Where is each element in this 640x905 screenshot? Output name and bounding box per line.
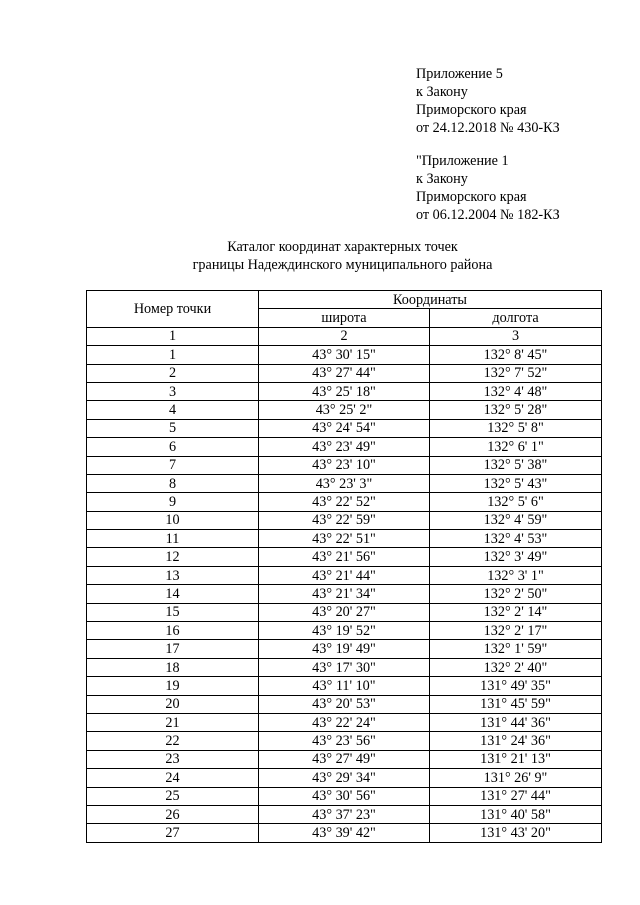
latitude-cell: 43° 22' 24"	[259, 713, 430, 731]
column-number-row	[87, 327, 602, 345]
latitude-cell: 43° 21' 56"	[259, 548, 430, 566]
point-number-cell: 17	[87, 640, 259, 658]
longitude-cell: 131° 24' 36"	[430, 732, 602, 750]
point-number-cell: 22	[87, 732, 259, 750]
column-number: 1	[87, 327, 259, 345]
table-row	[87, 419, 602, 437]
latitude-cell: 43° 20' 27"	[259, 603, 430, 621]
point-number-cell: 8	[87, 474, 259, 492]
table-row	[87, 677, 602, 695]
table-row	[87, 622, 602, 640]
point-number-cell: 27	[87, 824, 259, 842]
longitude-cell: 131° 43' 20"	[430, 824, 602, 842]
point-number-cell: 15	[87, 603, 259, 621]
latitude-cell: 43° 19' 49"	[259, 640, 430, 658]
table-row	[87, 566, 602, 584]
latitude-cell: 43° 23' 3"	[259, 474, 430, 492]
latitude-cell: 43° 39' 42"	[259, 824, 430, 842]
point-number-cell: 13	[87, 566, 259, 584]
table-row	[87, 732, 602, 750]
longitude-cell: 132° 5' 6"	[430, 493, 602, 511]
table-row	[87, 382, 602, 400]
table-row	[87, 750, 602, 768]
appendix-1-line: Приморского края	[416, 189, 527, 205]
latitude-cell: 43° 30' 15"	[259, 346, 430, 364]
latitude-cell: 43° 21' 34"	[259, 585, 430, 603]
table-row	[87, 511, 602, 529]
catalog-title-line-1: Каталог координат характерных точек	[227, 239, 458, 255]
longitude-cell: 132° 6' 1"	[430, 438, 602, 456]
point-number-cell: 26	[87, 805, 259, 823]
latitude-cell: 43° 24' 54"	[259, 419, 430, 437]
point-number-cell: 19	[87, 677, 259, 695]
table-row	[87, 530, 602, 548]
table-row	[87, 346, 602, 364]
longitude-cell: 132° 2' 14"	[430, 603, 602, 621]
column-number: 2	[259, 327, 430, 345]
table-row	[87, 364, 602, 382]
point-number-cell: 20	[87, 695, 259, 713]
point-number-cell: 11	[87, 530, 259, 548]
point-number-cell: 18	[87, 658, 259, 676]
catalog-title	[0, 238, 640, 274]
appendix-5-line: Приморского края	[416, 102, 527, 118]
appendix-1-line: от 06.12.2004 № 182-КЗ	[416, 207, 560, 223]
longitude-cell: 131° 40' 58"	[430, 805, 602, 823]
latitude-cell: 43° 23' 56"	[259, 732, 430, 750]
point-number-cell: 10	[87, 511, 259, 529]
latitude-cell: 43° 23' 10"	[259, 456, 430, 474]
appendix-5-header	[416, 65, 631, 137]
header-latitude: широта	[259, 309, 430, 327]
latitude-cell: 43° 11' 10"	[259, 677, 430, 695]
point-number-cell: 3	[87, 382, 259, 400]
longitude-cell: 131° 45' 59"	[430, 695, 602, 713]
longitude-cell: 132° 4' 59"	[430, 511, 602, 529]
latitude-cell: 43° 29' 34"	[259, 769, 430, 787]
table-header-row	[87, 291, 602, 309]
table-row	[87, 769, 602, 787]
point-number-cell: 1	[87, 346, 259, 364]
table-row	[87, 824, 602, 842]
latitude-cell: 43° 22' 59"	[259, 511, 430, 529]
column-number: 3	[430, 327, 602, 345]
latitude-cell: 43° 22' 52"	[259, 493, 430, 511]
appendix-5-line: от 24.12.2018 № 430-КЗ	[416, 120, 560, 136]
latitude-cell: 43° 25' 18"	[259, 382, 430, 400]
longitude-cell: 132° 3' 1"	[430, 566, 602, 584]
table-row	[87, 493, 602, 511]
point-number-cell: 5	[87, 419, 259, 437]
table-row	[87, 787, 602, 805]
catalog-title-line-2: границы Надеждинского муниципального района	[192, 257, 493, 273]
point-number-cell: 2	[87, 364, 259, 382]
longitude-cell: 132° 2' 40"	[430, 658, 602, 676]
latitude-cell: 43° 37' 23"	[259, 805, 430, 823]
longitude-cell: 131° 27' 44"	[430, 787, 602, 805]
appendix-5-line: Приложение 5	[416, 66, 503, 82]
longitude-cell: 132° 2' 17"	[430, 622, 602, 640]
latitude-cell: 43° 30' 56"	[259, 787, 430, 805]
longitude-cell: 132° 5' 43"	[430, 474, 602, 492]
point-number-cell: 6	[87, 438, 259, 456]
longitude-cell: 132° 8' 45"	[430, 346, 602, 364]
coordinates-table	[86, 290, 602, 843]
table-row	[87, 456, 602, 474]
longitude-cell: 131° 26' 9"	[430, 769, 602, 787]
latitude-cell: 43° 17' 30"	[259, 658, 430, 676]
point-number-cell: 9	[87, 493, 259, 511]
table-row	[87, 658, 602, 676]
longitude-cell: 131° 44' 36"	[430, 713, 602, 731]
table-row	[87, 438, 602, 456]
point-number-cell: 23	[87, 750, 259, 768]
latitude-cell: 43° 23' 49"	[259, 438, 430, 456]
appendix-1-header	[416, 152, 631, 224]
point-number-cell: 16	[87, 622, 259, 640]
table-row	[87, 474, 602, 492]
header-point-number: Номер точки	[87, 291, 259, 328]
longitude-cell: 131° 21' 13"	[430, 750, 602, 768]
header-coordinates: Координаты	[259, 291, 602, 309]
latitude-cell: 43° 21' 44"	[259, 566, 430, 584]
longitude-cell: 132° 2' 50"	[430, 585, 602, 603]
point-number-cell: 14	[87, 585, 259, 603]
table-row	[87, 713, 602, 731]
table-row	[87, 585, 602, 603]
appendix-1-line: к Закону	[416, 171, 468, 187]
longitude-cell: 131° 49' 35"	[430, 677, 602, 695]
table-row	[87, 695, 602, 713]
table-row	[87, 603, 602, 621]
table-body	[87, 346, 602, 843]
point-number-cell: 12	[87, 548, 259, 566]
longitude-cell: 132° 5' 28"	[430, 401, 602, 419]
latitude-cell: 43° 25' 2"	[259, 401, 430, 419]
latitude-cell: 43° 22' 51"	[259, 530, 430, 548]
appendix-5-line: к Закону	[416, 84, 468, 100]
point-number-cell: 7	[87, 456, 259, 474]
latitude-cell: 43° 20' 53"	[259, 695, 430, 713]
point-number-cell: 4	[87, 401, 259, 419]
point-number-cell: 21	[87, 713, 259, 731]
longitude-cell: 132° 1' 59"	[430, 640, 602, 658]
table-row	[87, 805, 602, 823]
longitude-cell: 132° 5' 38"	[430, 456, 602, 474]
table-row	[87, 548, 602, 566]
longitude-cell: 132° 7' 52"	[430, 364, 602, 382]
longitude-cell: 132° 3' 49"	[430, 548, 602, 566]
longitude-cell: 132° 4' 48"	[430, 382, 602, 400]
table-row	[87, 640, 602, 658]
appendix-1-line: "Приложение 1	[416, 153, 509, 169]
table-row	[87, 401, 602, 419]
longitude-cell: 132° 4' 53"	[430, 530, 602, 548]
longitude-cell: 132° 5' 8"	[430, 419, 602, 437]
latitude-cell: 43° 19' 52"	[259, 622, 430, 640]
latitude-cell: 43° 27' 49"	[259, 750, 430, 768]
point-number-cell: 24	[87, 769, 259, 787]
header-longitude: долгота	[430, 309, 602, 327]
latitude-cell: 43° 27' 44"	[259, 364, 430, 382]
point-number-cell: 25	[87, 787, 259, 805]
